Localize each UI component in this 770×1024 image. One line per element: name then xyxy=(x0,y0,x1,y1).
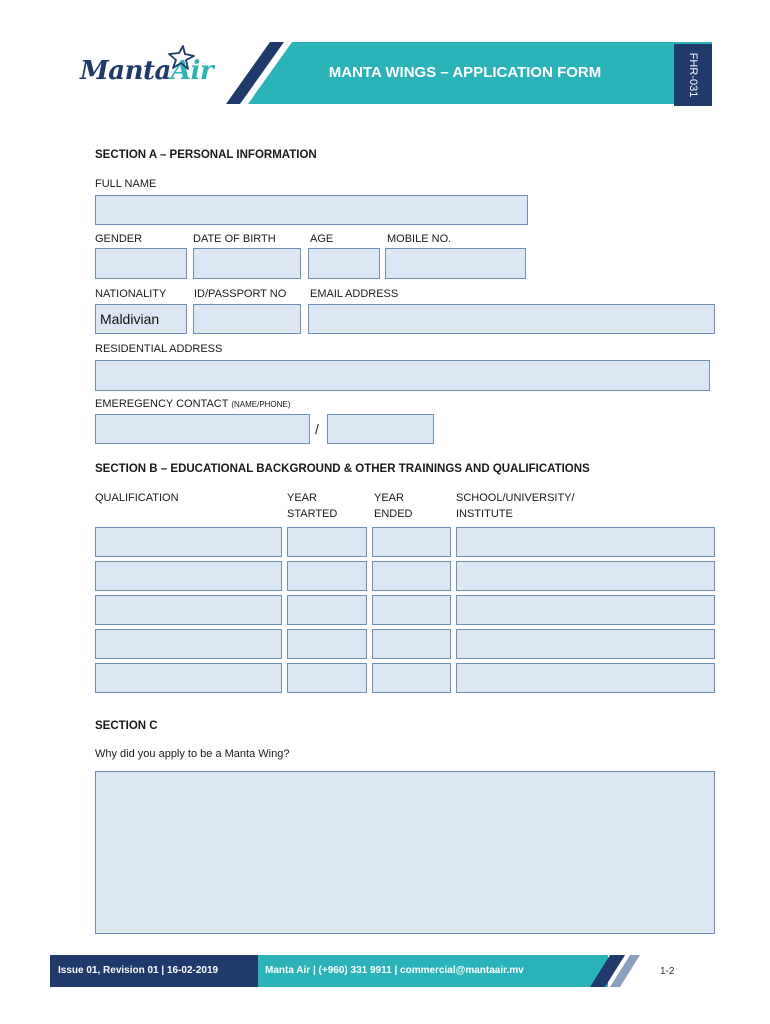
col-year-started-1: YEAR xyxy=(287,492,317,504)
section-a-title: SECTION A – PERSONAL INFORMATION xyxy=(95,149,317,161)
col-year-started-2: STARTED xyxy=(287,508,338,520)
reason-textarea[interactable] xyxy=(95,771,715,934)
year-started-field[interactable] xyxy=(287,629,367,659)
gender-label: GENDER xyxy=(95,233,143,245)
mobile-label: MOBILE NO. xyxy=(387,233,452,245)
age-label: AGE xyxy=(310,233,334,245)
footer-issue: Issue 01, Revision 01 | 16-02-2019 xyxy=(58,965,219,976)
col-qualification: QUALIFICATION xyxy=(95,492,179,504)
qualification-field[interactable] xyxy=(95,527,282,557)
emergency-separator: / xyxy=(315,421,319,437)
year-started-field[interactable] xyxy=(287,527,367,557)
section-c-title: SECTION C xyxy=(95,720,158,732)
footer-contact: Manta Air | (+960) 331 9911 | commercial@mantaair.mv xyxy=(265,965,524,976)
col-year-ended-1: YEAR xyxy=(374,492,404,504)
gender-field[interactable] xyxy=(95,248,187,279)
col-school-2: INSTITUTE xyxy=(456,508,513,520)
qualification-field[interactable] xyxy=(95,663,282,693)
id-passport-field[interactable] xyxy=(193,304,301,334)
address-field[interactable] xyxy=(95,360,710,391)
email-field[interactable] xyxy=(308,304,715,334)
age-field[interactable] xyxy=(308,248,380,279)
emergency-contact-sub: (NAME/PHONE) xyxy=(231,400,291,409)
nationality-field[interactable]: Maldivian xyxy=(95,304,187,334)
year-ended-field[interactable] xyxy=(372,663,451,693)
institute-field[interactable] xyxy=(456,527,715,557)
emergency-contact-text: EMEREGENCY CONTACT xyxy=(95,398,229,410)
mobile-field[interactable] xyxy=(385,248,526,279)
institute-field[interactable] xyxy=(456,663,715,693)
institute-field[interactable] xyxy=(456,595,715,625)
id-passport-label: ID/PASSPORT NO xyxy=(194,288,287,300)
year-started-field[interactable] xyxy=(287,595,367,625)
institute-field[interactable] xyxy=(456,561,715,591)
dob-label: DATE OF BIRTH xyxy=(193,233,276,245)
logo-text-air: Air xyxy=(170,56,214,86)
year-started-field[interactable] xyxy=(287,663,367,693)
form-title: MANTA WINGS – APPLICATION FORM xyxy=(328,64,602,81)
year-ended-field[interactable] xyxy=(372,629,451,659)
institute-field[interactable] xyxy=(456,629,715,659)
full-name-field[interactable] xyxy=(95,195,528,225)
section-c-question: Why did you apply to be a Manta Wing? xyxy=(95,748,290,760)
star-icon xyxy=(166,44,196,72)
year-ended-field[interactable] xyxy=(372,561,451,591)
year-started-field[interactable] xyxy=(287,561,367,591)
emergency-contact-label xyxy=(95,398,290,410)
col-school-1: SCHOOL/UNIVERSITY/ xyxy=(456,492,575,504)
year-ended-field[interactable] xyxy=(372,595,451,625)
form-code: FHR-031 xyxy=(687,52,699,98)
nationality-label: NATIONALITY xyxy=(95,288,167,300)
qualification-field[interactable] xyxy=(95,595,282,625)
section-b-title: SECTION B – EDUCATIONAL BACKGROUND & OTHER TRAININGS AND QUALIFICATIONS xyxy=(95,463,590,475)
page-number: 1-2 xyxy=(660,966,675,977)
email-label: EMAIL ADDRESS xyxy=(310,288,399,300)
form-code-badge xyxy=(674,44,712,106)
full-name-label: FULL NAME xyxy=(95,178,157,190)
emergency-phone-field[interactable] xyxy=(327,414,434,444)
logo-text-manta: Manta xyxy=(80,56,171,86)
dob-field[interactable] xyxy=(193,248,301,279)
qualification-field[interactable] xyxy=(95,629,282,659)
address-label: RESIDENTIAL ADDRESS xyxy=(95,343,223,355)
year-ended-field[interactable] xyxy=(372,527,451,557)
emergency-name-field[interactable] xyxy=(95,414,310,444)
col-year-ended-2: ENDED xyxy=(374,508,413,520)
qualification-field[interactable] xyxy=(95,561,282,591)
